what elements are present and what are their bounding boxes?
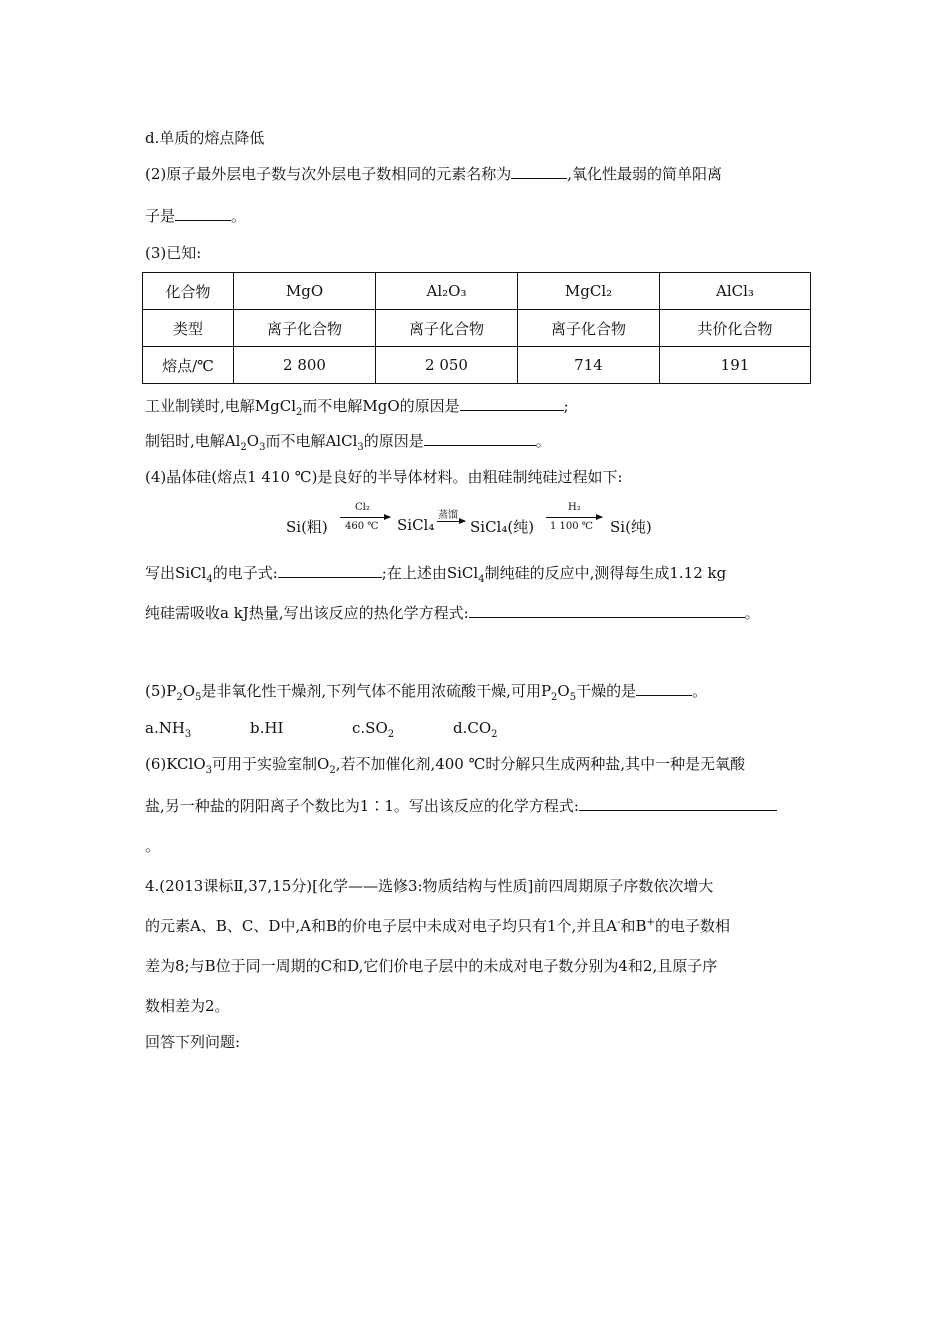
thermo-equation-line: 纯硅需吸收a kJ热量,写出该反应的热化学方程式: 。 xyxy=(145,604,760,622)
answer-blank[interactable] xyxy=(579,796,777,811)
option-c: $c.SO_2$ xyxy=(352,719,395,740)
table-cell: 714 xyxy=(518,347,660,384)
question-6-line2: 盐,另一种盐的阴阳离子个数比为1∶1。写出该反应的化学方程式: xyxy=(145,796,777,816)
option-a: $a.NH_3$ xyxy=(145,719,192,740)
answer-prompt: 回答下列问题: xyxy=(145,1033,241,1051)
condition-1100: 1 100 ℃ xyxy=(550,521,593,532)
question-6-end: 。 xyxy=(145,837,161,855)
table-cell: 2 800 xyxy=(234,347,376,384)
si-pure: Si(纯) xyxy=(610,518,652,536)
table-cell: 离子化合物 xyxy=(518,310,660,347)
arrow-icon xyxy=(340,517,390,518)
table-cell: 离子化合物 xyxy=(376,310,518,347)
arrow-icon xyxy=(437,521,465,522)
question-5: $(5)P_2O_5$是非氧化性干燥剂,下列气体不能用浓硫酸干燥,可用$P_2O_5$干燥的是 。 xyxy=(145,682,708,703)
compound-table xyxy=(142,272,811,384)
table-cell: MgO xyxy=(234,273,376,310)
reaction-scheme xyxy=(0,500,950,540)
sicl4-crude: SiCl₄ xyxy=(397,516,435,534)
question-3: (3)已知: xyxy=(145,244,202,262)
question-6-line1: (6)KClO$_3$可用于实验室制$O_2$,若不加催化剂,400 ℃时分解只生成两种盐,其中一种是无氧酸 xyxy=(145,755,746,776)
problem-4-line4: 数相差为2。 xyxy=(145,997,230,1015)
sicl4-pure: SiCl₄(纯) xyxy=(470,518,535,536)
table-cell: 离子化合物 xyxy=(234,310,376,347)
table-row xyxy=(143,347,811,384)
condition-460: 460 ℃ xyxy=(345,521,379,532)
table-cell: 共价化合物 xyxy=(660,310,811,347)
problem-4-line2: 的元素A、B、C、D中,A和B的价电子层中未成对电子均只有1个,并且A-和B+的电子数相 xyxy=(145,917,730,935)
condition-h2: H₂ xyxy=(568,502,581,513)
si-crude: Si(粗) xyxy=(286,518,328,536)
industry-mg-line: 工业制镁时,电解MgCl$_2$而不电解MgO的原因是 ; xyxy=(145,397,569,418)
condition-cl2: Cl₂ xyxy=(355,502,370,513)
problem-4-line3: 差为8;与B位于同一周期的C和D,它们价电子层中的未成对电子数分别为4和2,且原子序 xyxy=(145,957,718,975)
table-cell: 熔点/℃ xyxy=(143,347,234,384)
electron-formula-line: 写出SiCl$_4$的电子式: ;在上述由SiCl$_4$制纯硅的反应中,测得每生成1.12 kg xyxy=(145,564,727,585)
table-cell: 2 050 xyxy=(376,347,518,384)
answer-blank[interactable] xyxy=(469,603,745,618)
answer-blank[interactable] xyxy=(511,164,567,179)
problem-4-line1: 4.(2013课标Ⅱ,37,15分)[化学——选修3:物质结构与性质]前四周期原子序数依次增大 xyxy=(145,877,714,895)
question-2-line1: (2)原子最外层电子数与次外层电子数相同的元素名称为 ,氧化性最弱的简单阳离 xyxy=(145,165,723,183)
condition-distill: 蒸馏 xyxy=(438,510,458,521)
answer-blank[interactable] xyxy=(175,206,231,221)
answer-blank[interactable] xyxy=(636,681,692,696)
question-2-line2: 子是 。 xyxy=(145,207,247,225)
table-cell: 类型 xyxy=(143,310,234,347)
table-cell: AlCl₃ xyxy=(660,273,811,310)
table-row xyxy=(143,273,811,310)
industry-al-line: 制铝时,电解$Al_2O_3$而不电解AlCl$_3$的原因是 。 xyxy=(145,432,551,453)
question-4: (4)晶体硅(熔点1 410 ℃)是良好的半导体材料。由粗硅制纯硅过程如下: xyxy=(145,468,623,486)
table-cell: 191 xyxy=(660,347,811,384)
table-cell: 化合物 xyxy=(143,273,234,310)
answer-blank[interactable] xyxy=(424,431,536,446)
option-d2: $d.CO_2$ xyxy=(453,719,498,740)
option-d: d.单质的熔点降低 xyxy=(145,129,265,147)
option-b: b.HI xyxy=(250,719,284,737)
answer-blank[interactable] xyxy=(278,563,382,578)
answer-blank[interactable] xyxy=(460,396,564,411)
table-cell: MgCl₂ xyxy=(518,273,660,310)
table-row xyxy=(143,310,811,347)
table-cell: Al₂O₃ xyxy=(376,273,518,310)
arrow-icon xyxy=(546,517,602,518)
